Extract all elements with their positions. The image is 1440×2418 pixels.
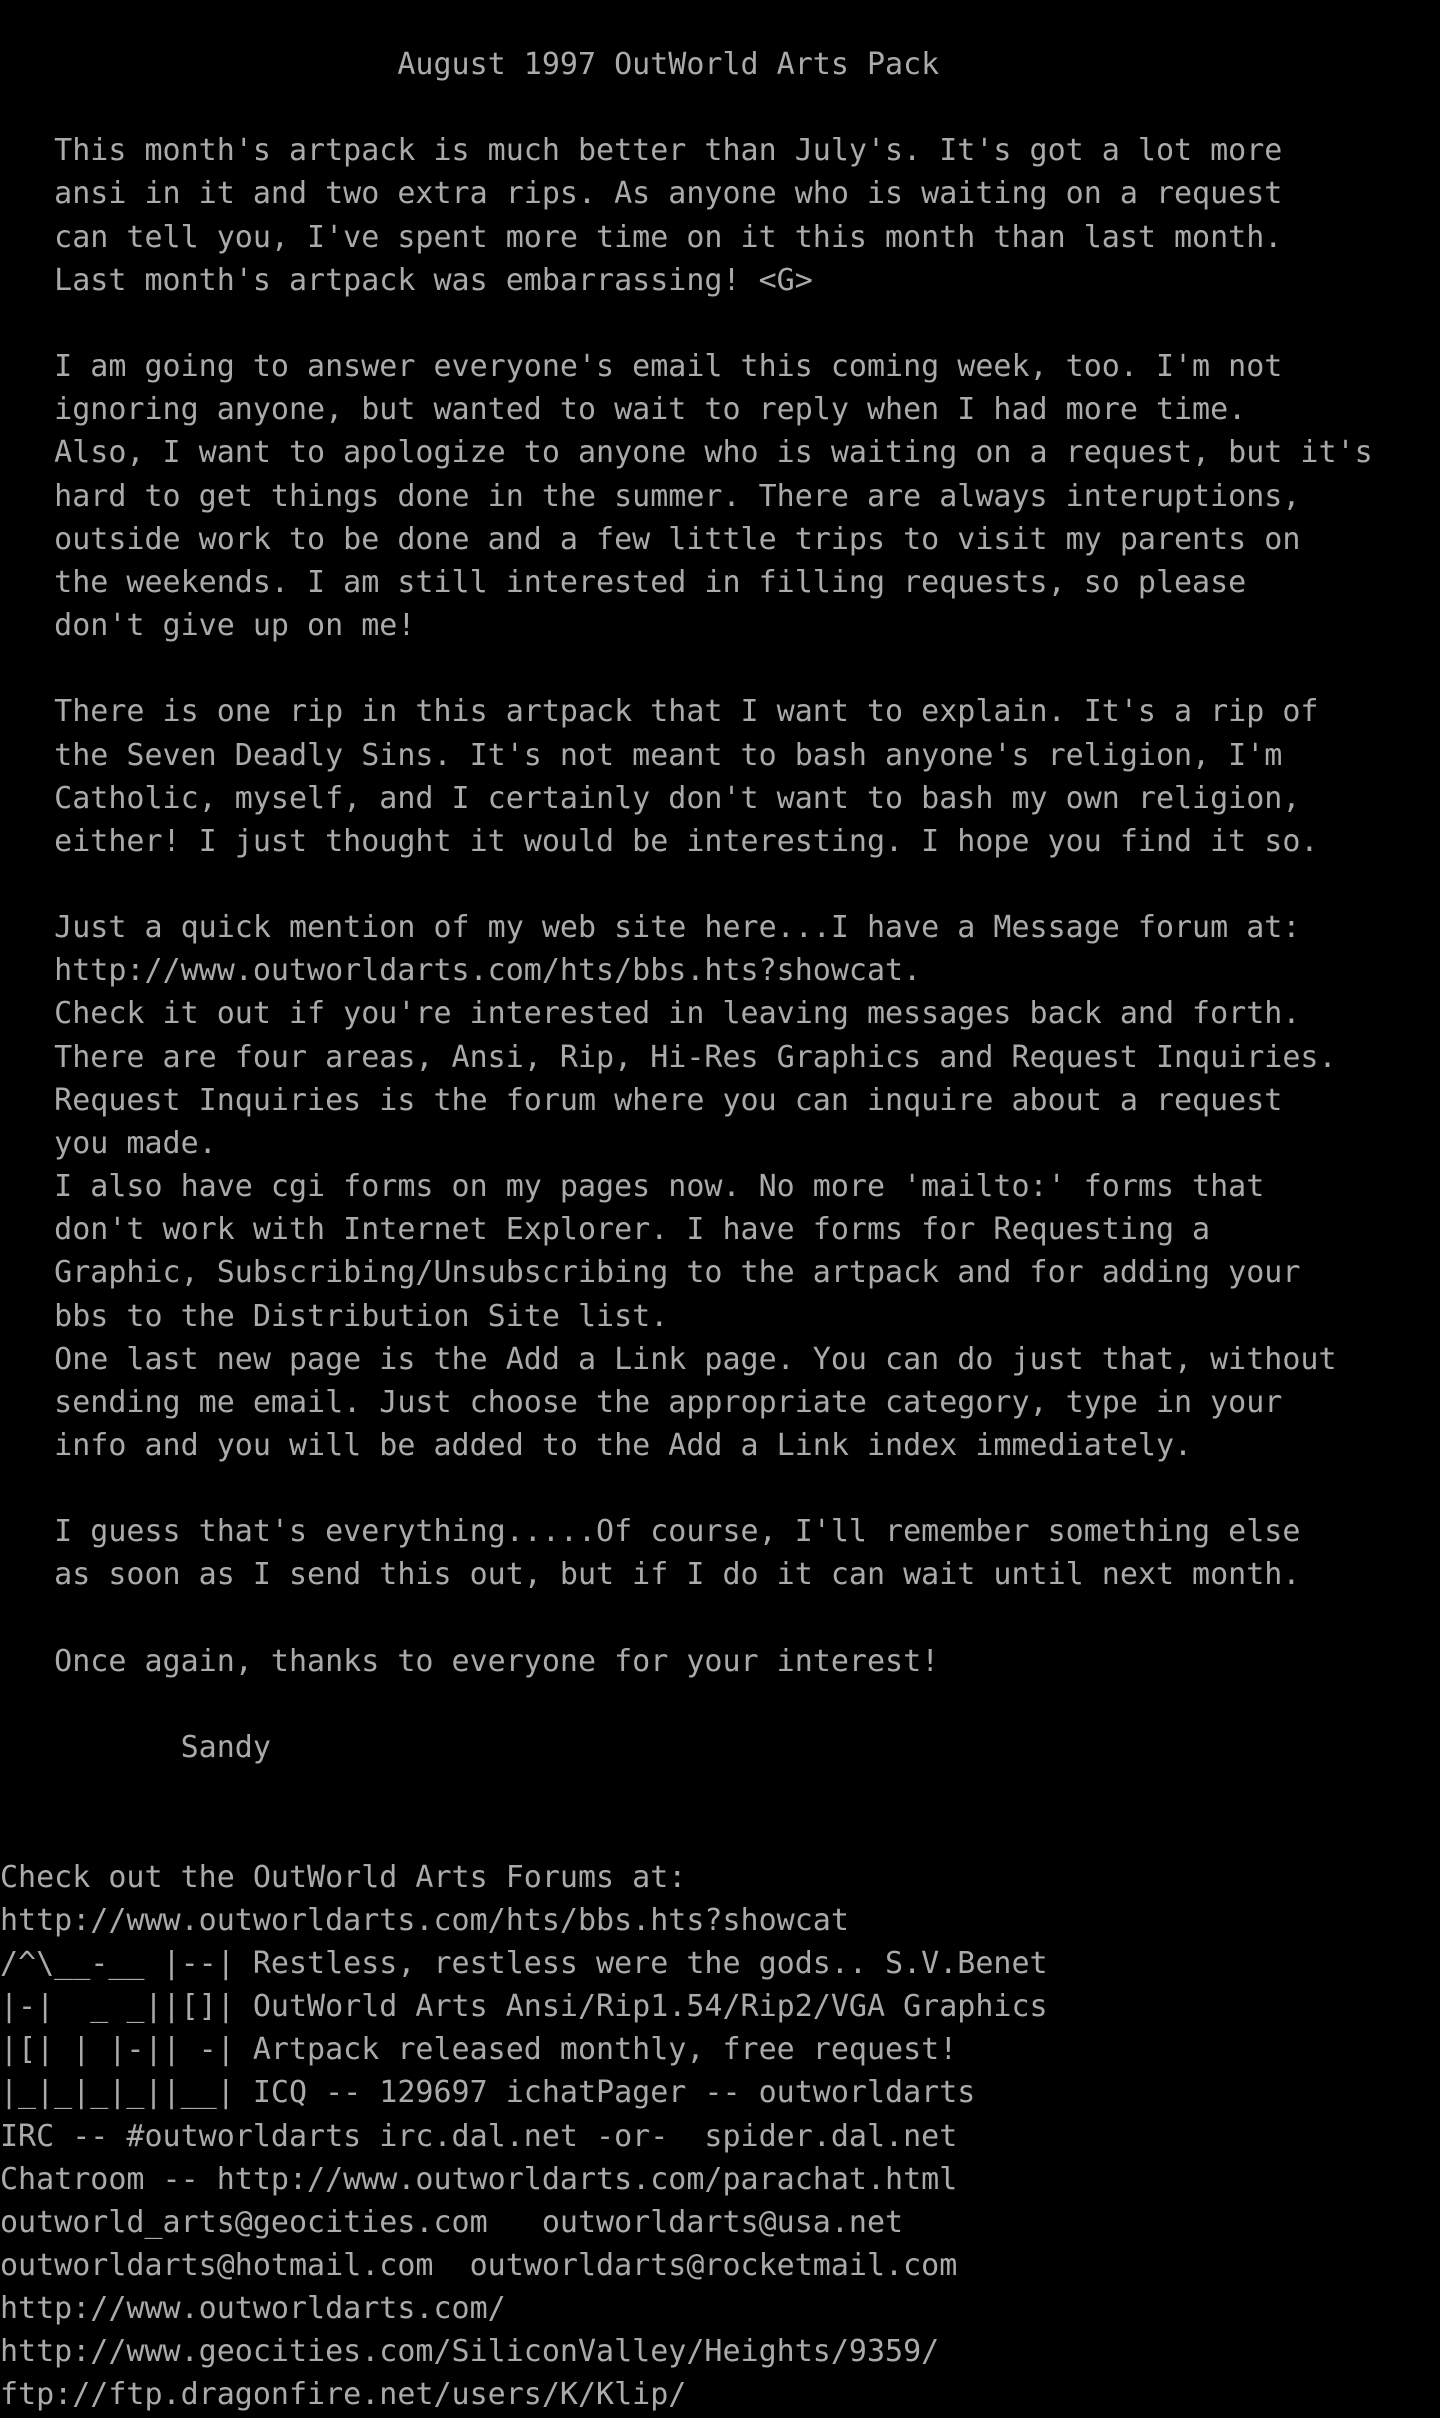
text-line: Last month's artpack was embarrassing! <G> [0,262,813,298]
text-line: outside work to be done and a few little trips to visit my parents on [0,521,1301,557]
text-line [0,86,1440,129]
text-line: the weekends. I am still interested in filling requests, so please [0,564,1247,600]
text-line: I guess that's everything.....Of course, I'll remember something else [0,1514,1301,1550]
text-line: I am going to answer everyone's email this coming week, too. I'm not [0,349,1283,385]
text-line: There is one rip in this artpack that I want to explain. It's a rip of [0,694,1319,730]
text-line: Sandy [0,1730,271,1766]
text-line: as soon as I send this out, but if I do it can wait until next month. [0,1557,1301,1593]
text-line: Graphic, Subscribing/Unsubscribing to the artpack and for adding your [0,1255,1301,1291]
text-line: |-| _ _||[]| OutWorld Arts Ansi/Rip1.54/Rip2/VGA Graphics [0,1989,1048,2025]
text-line: don't work with Internet Explorer. I have forms for Requesting a [0,1212,1211,1248]
document-body [0,86,1440,2416]
text-line: Chatroom -- http://www.outworldarts.com/parachat.html [0,2161,958,2197]
text-line: I also have cgi forms on my pages now. No more 'mailto:' forms that [0,1169,1265,1205]
text-line: Check out the OutWorld Arts Forums at: [0,1859,687,1895]
text-line: sending me email. Just choose the appropriate category, type in your [0,1384,1283,1420]
text-line: either! I just thought it would be interesting. I hope you find it so. [0,823,1319,859]
text-line: http://www.outworldarts.com/ [0,2291,506,2327]
text-line: |_|_|_|_||__| ICQ -- 129697 ichatPager -- outworldarts [0,2075,976,2111]
text-line: hard to get things done in the summer. There are always interuptions, [0,478,1301,514]
text-line: bbs to the Distribution Site list. [0,1298,669,1334]
document-title: August 1997 OutWorld Arts Pack [0,47,940,82]
text-line: |[| | |-|| -| Artpack released monthly, free request! [0,2032,958,2068]
text-line: Also, I want to apologize to anyone who is waiting on a request, but it's [0,435,1373,471]
text-line: ansi in it and two extra rips. As anyone who is waiting on a request [0,176,1283,212]
text-line: Once again, thanks to everyone for your interest! [0,1643,940,1679]
text-line [0,1683,1440,1726]
text-line: One last new page is the Add a Link page. You can do just that, without [0,1341,1337,1377]
text-line [0,1467,1440,1510]
text-line: This month's artpack is much better than July's. It's got a lot more [0,133,1283,169]
text-line: Check it out if you're interested in leaving messages back and forth. [0,996,1301,1032]
text-line: info and you will be added to the Add a Link index immediately. [0,1428,1193,1463]
text-line: outworld_arts@geocities.com outworldarts@usa.net [0,2204,904,2240]
text-line: http://www.outworldarts.com/hts/bbs.hts?showcat [0,1902,849,1938]
text-line: There are four areas, Ansi, Rip, Hi-Res Graphics and Request Inquiries. [0,1039,1337,1075]
text-line: IRC -- #outworldarts irc.dal.net -or- spider.dal.net [0,2118,958,2154]
text-line: can tell you, I've spent more time on it this month than last month. [0,219,1283,255]
text-line [0,1769,1440,1812]
text-line: /^\__-__ |--| Restless, restless were the gods.. S.V.Benet [0,1945,1048,1981]
text-line [0,1812,1440,1855]
text-line: Catholic, myself, and I certainly don't want to bash my own religion, [0,780,1301,816]
text-line: outworldarts@hotmail.com outworldarts@rocketmail.com [0,2247,958,2283]
text-line: Request Inquiries is the forum where you can inquire about a request [0,1082,1283,1118]
text-line: you made. [0,1125,217,1161]
text-line [0,647,1440,690]
text-line [0,1597,1440,1640]
text-line: http://www.geocities.com/SiliconValley/Heights/9359/ [0,2334,940,2370]
text-line: don't give up on me! [0,608,416,644]
text-mode-screen [0,43,1440,2417]
text-line: Just a quick mention of my web site here...I have a Message forum at: [0,910,1301,946]
text-line [0,863,1440,906]
text-line: ftp://ftp.dragonfire.net/users/K/Klip/ [0,2377,687,2413]
text-line: http://www.outworldarts.com/hts/bbs.hts?showcat. [0,953,922,989]
text-line: ignoring anyone, but wanted to wait to reply when I had more time. [0,392,1247,428]
text-line [0,302,1440,345]
text-line: the Seven Deadly Sins. It's not meant to bash anyone's religion, I'm [0,737,1283,773]
